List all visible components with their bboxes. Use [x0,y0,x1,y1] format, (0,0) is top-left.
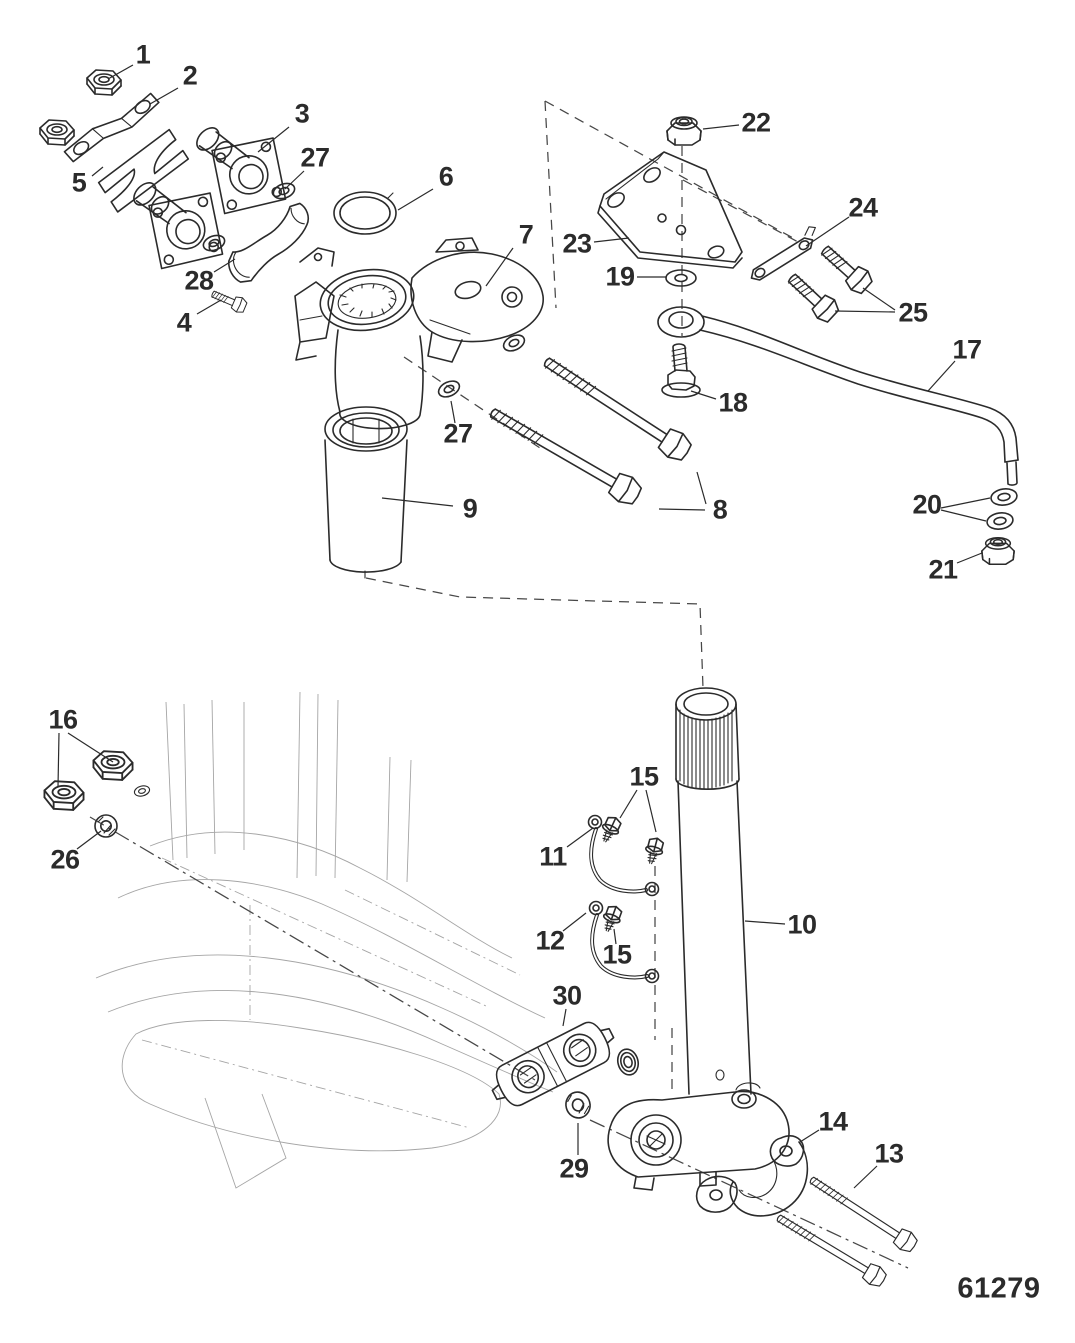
part-20-washer [986,487,1018,530]
callout-9: 9 [462,493,478,524]
part-8-bolt [485,349,695,508]
part-18-bolt [662,344,700,397]
callout-22: 22 [741,107,771,138]
part-22-locknut [667,117,701,145]
callout-18: 18 [718,387,748,418]
grommet-washer [615,1047,641,1077]
callout-26: 26 [50,844,80,875]
callout-3: 3 [294,98,310,129]
callout-25: 25 [898,297,928,328]
callout-12: 12 [535,925,565,956]
part-19-washer [666,270,696,286]
part-9-bushing [325,407,407,578]
callout-16: 16 [48,704,78,735]
callout-29: 29 [559,1153,589,1184]
callout-27-b: 27 [443,418,473,449]
callout-8: 8 [712,494,728,525]
callout-4: 4 [176,307,192,338]
part-2-strap [62,91,162,166]
part-16-nut [44,751,132,810]
part-27-washer [201,181,527,400]
callout-15-a: 15 [629,761,659,792]
callout-19: 19 [605,261,635,292]
callout-6: 6 [438,161,454,192]
callout-11: 11 [539,841,567,872]
part-6-ring [334,192,396,234]
center-axis-line [90,817,908,1268]
part-14-clamp [697,1136,808,1216]
callout-17: 17 [952,334,982,365]
callout-24: 24 [848,192,878,223]
callout-30: 30 [552,980,582,1011]
part-11-ground-wire [589,816,659,896]
callout-10: 10 [787,909,817,940]
callout-14: 14 [818,1106,848,1137]
callout-27-a: 27 [300,142,330,173]
small-washer [133,784,150,797]
part-26-washer [95,815,117,837]
callout-21: 21 [928,554,958,585]
part-3-mount [128,172,223,271]
callout-7: 7 [518,219,534,250]
callout-1: 1 [135,39,151,70]
callout-15-b: 15 [602,939,632,970]
gearcase-ghost-outline [96,692,557,1188]
callout-2: 2 [182,60,198,91]
callout-5: 5 [71,167,87,198]
figure-number: 61279 [957,1272,1041,1305]
part-28-yoke [217,201,323,288]
callout-20: 20 [912,489,942,520]
part-10-pivot-housing [608,1083,789,1190]
callout-23: 23 [562,228,592,259]
part-21-locknut [982,538,1014,565]
part-3-mount [191,117,286,216]
callout-28: 28 [184,265,214,296]
part-4-bolt [210,286,249,314]
part-25-bolt [783,240,875,325]
part-10-swivel-tube [676,688,751,1094]
part-13-bolt [773,1171,920,1290]
part-29-washer [563,1089,593,1120]
part-7-swivel-bracket [295,238,543,429]
part-30-mount [484,1014,622,1113]
part-1-nut [40,70,121,145]
callout-13: 13 [874,1138,904,1169]
